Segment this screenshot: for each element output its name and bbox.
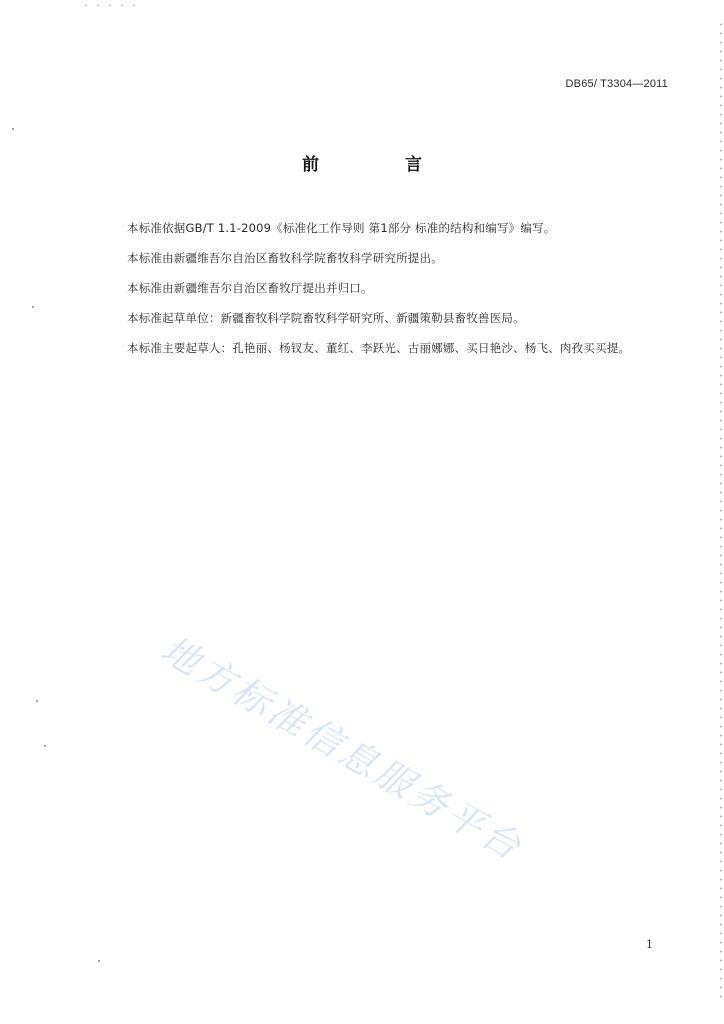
foreword-paragraph-5: 本标准主要起草人：孔艳丽、杨钗友、董红、李跃光、古丽娜娜、买日艳沙、杨飞、肉孜买买提。 <box>127 341 631 355</box>
foreword-paragraph-3: 本标准由新疆维吾尔自治区畜牧厅提出并归口。 <box>127 281 373 295</box>
watermark: 地方标准信息服务平台 <box>154 627 531 871</box>
page-number: 1 <box>646 938 653 951</box>
scan-speck <box>32 306 34 308</box>
document-code: DB65/ T3304—2011 <box>565 78 668 90</box>
page-title: 前 言 <box>302 155 462 175</box>
scan-speck <box>44 745 46 747</box>
scan-speck <box>36 700 38 702</box>
foreword-paragraph-4: 本标准起草单位：新疆畜牧科学院畜牧科学研究所、新疆策勒县畜牧兽医局。 <box>127 311 525 325</box>
scan-speck <box>98 960 100 962</box>
foreword-paragraph-2: 本标准由新疆维吾尔自治区畜牧科学院畜牧科学研究所提出。 <box>127 251 443 265</box>
scan-speck <box>12 128 14 130</box>
scan-noise-top <box>80 4 140 7</box>
foreword-paragraph-1: 本标准依据GB/T 1.1-2009《标准化工作导则 第1部分 标准的结构和编写》编写。 <box>127 221 556 235</box>
